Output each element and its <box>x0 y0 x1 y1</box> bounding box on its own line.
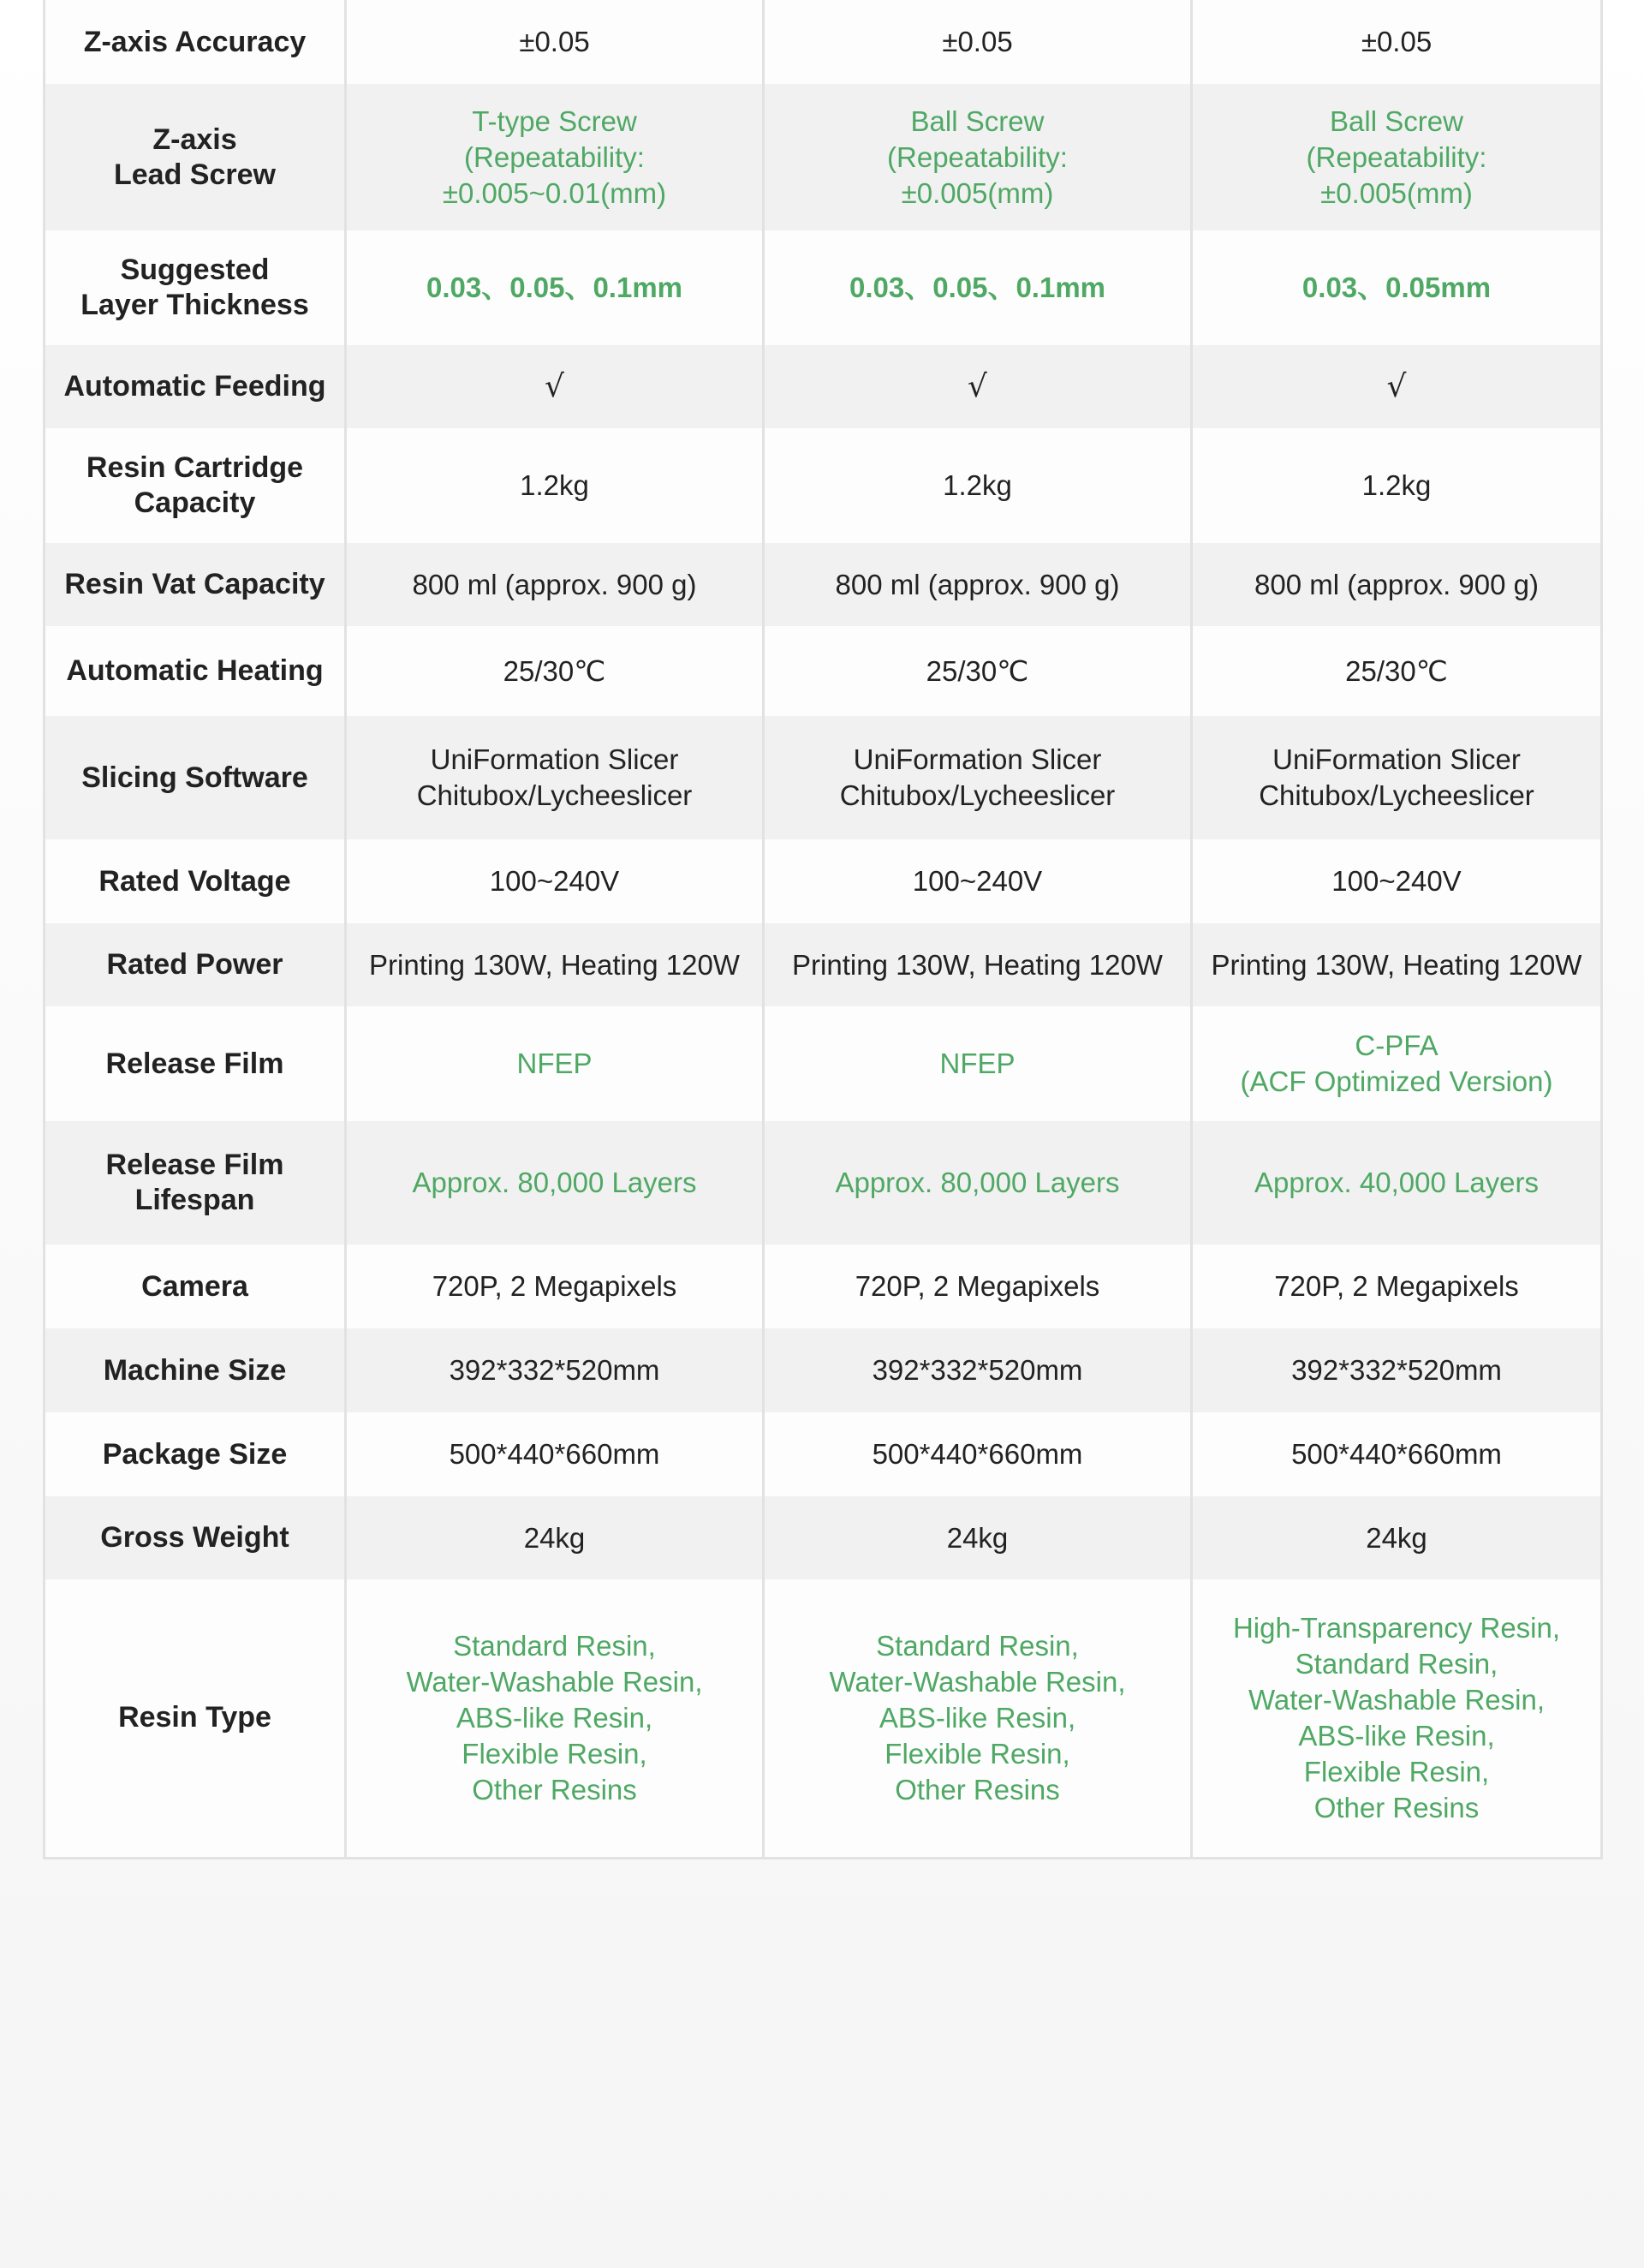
spec-row <box>45 1244 1602 1328</box>
spec-value-cell: 100~240V <box>1192 839 1602 923</box>
spec-value-cell: Ball Screw (Repeatability: ±0.005(mm) <box>1192 84 1602 230</box>
spec-value-cell: 720P, 2 Megapixels <box>346 1244 764 1328</box>
spec-value-cell: UniFormation Slicer Chitubox/Lycheeslicer <box>346 716 764 839</box>
spec-value-cell: 500*440*660mm <box>346 1412 764 1496</box>
spec-row-label: Z-axis Accuracy <box>45 0 346 84</box>
spec-row-label: Camera <box>45 1244 346 1328</box>
spec-value-cell: 100~240V <box>346 839 764 923</box>
spec-row <box>45 839 1602 923</box>
spec-row-label: Resin Cartridge Capacity <box>45 428 346 543</box>
spec-row <box>45 626 1602 716</box>
spec-row <box>45 345 1602 428</box>
spec-value-cell: 800 ml (approx. 900 g) <box>346 543 764 626</box>
spec-value-cell: Printing 130W, Heating 120W <box>764 923 1192 1006</box>
spec-value-cell: Printing 130W, Heating 120W <box>346 923 764 1006</box>
spec-row <box>45 716 1602 839</box>
spec-value-cell: 500*440*660mm <box>764 1412 1192 1496</box>
spec-row-label: Gross Weight <box>45 1496 346 1579</box>
spec-value-cell: Approx. 80,000 Layers <box>764 1121 1192 1244</box>
spec-value-cell: 800 ml (approx. 900 g) <box>1192 543 1602 626</box>
spec-row-label: Rated Voltage <box>45 839 346 923</box>
spec-value-cell: Standard Resin, Water-Washable Resin, ABS-like Resin, Flexible Resin, Other Resins <box>346 1579 764 1858</box>
spec-value-cell: UniFormation Slicer Chitubox/Lycheeslicer <box>764 716 1192 839</box>
spec-value-cell: 392*332*520mm <box>346 1328 764 1412</box>
spec-value-cell: Approx. 80,000 Layers <box>346 1121 764 1244</box>
spec-value-cell: 500*440*660mm <box>1192 1412 1602 1496</box>
spec-row <box>45 543 1602 626</box>
spec-value-cell: UniFormation Slicer Chitubox/Lycheeslicer <box>1192 716 1602 839</box>
spec-value-cell: 1.2kg <box>1192 428 1602 543</box>
spec-value-cell: 25/30℃ <box>346 626 764 716</box>
spec-row <box>45 923 1602 1006</box>
spec-row <box>45 1006 1602 1121</box>
spec-row <box>45 428 1602 543</box>
check-mark-icon: √ <box>346 345 764 428</box>
spec-value-cell: 25/30℃ <box>764 626 1192 716</box>
spec-value-cell: Approx. 40,000 Layers <box>1192 1121 1602 1244</box>
spec-row <box>45 1579 1602 1858</box>
spec-row <box>45 0 1602 84</box>
spec-value-cell: Ball Screw (Repeatability: ±0.005(mm) <box>764 84 1192 230</box>
spec-table-body <box>45 0 1602 1858</box>
spec-value-cell: ±0.05 <box>764 0 1192 84</box>
spec-row-label: Z-axis Lead Screw <box>45 84 346 230</box>
spec-row-label: Release Film Lifespan <box>45 1121 346 1244</box>
spec-row-label: Machine Size <box>45 1328 346 1412</box>
spec-row <box>45 1121 1602 1244</box>
spec-row-label: Resin Vat Capacity <box>45 543 346 626</box>
spec-value-cell: NFEP <box>346 1006 764 1121</box>
spec-row-label: Automatic Heating <box>45 626 346 716</box>
spec-value-cell: NFEP <box>764 1006 1192 1121</box>
spec-value-cell: 25/30℃ <box>1192 626 1602 716</box>
spec-value-cell: Standard Resin, Water-Washable Resin, ABS-like Resin, Flexible Resin, Other Resins <box>764 1579 1192 1858</box>
spec-value-cell: 720P, 2 Megapixels <box>764 1244 1192 1328</box>
spec-value-cell: Printing 130W, Heating 120W <box>1192 923 1602 1006</box>
spec-row-label: Release Film <box>45 1006 346 1121</box>
spec-value-cell: 720P, 2 Megapixels <box>1192 1244 1602 1328</box>
spec-row-label: Slicing Software <box>45 716 346 839</box>
spec-comparison-table <box>43 0 1603 1859</box>
check-mark-icon: √ <box>1192 345 1602 428</box>
spec-row-label: Resin Type <box>45 1579 346 1858</box>
spec-row-label: Automatic Feeding <box>45 345 346 428</box>
spec-row <box>45 1412 1602 1496</box>
spec-row-label: Rated Power <box>45 923 346 1006</box>
spec-row <box>45 1328 1602 1412</box>
spec-value-cell: High-Transparency Resin, Standard Resin, Water-Washable Resin, ABS-like Resin, Flexible Resin, Other Resins <box>1192 1579 1602 1858</box>
check-mark-icon: √ <box>764 345 1192 428</box>
spec-value-cell: 24kg <box>1192 1496 1602 1579</box>
spec-row <box>45 1496 1602 1579</box>
spec-value-cell: 800 ml (approx. 900 g) <box>764 543 1192 626</box>
spec-value-cell: 1.2kg <box>764 428 1192 543</box>
spec-value-cell: 392*332*520mm <box>1192 1328 1602 1412</box>
spec-value-cell: ±0.05 <box>1192 0 1602 84</box>
spec-value-cell: 24kg <box>764 1496 1192 1579</box>
spec-value-cell: 100~240V <box>764 839 1192 923</box>
spec-row-label: Package Size <box>45 1412 346 1496</box>
spec-value-cell: 0.03、0.05、0.1mm <box>346 230 764 345</box>
spec-value-cell: 0.03、0.05mm <box>1192 230 1602 345</box>
spec-row-label: Suggested Layer Thickness <box>45 230 346 345</box>
spec-row <box>45 230 1602 345</box>
spec-value-cell: 1.2kg <box>346 428 764 543</box>
spec-value-cell: 392*332*520mm <box>764 1328 1192 1412</box>
spec-row <box>45 84 1602 230</box>
spec-value-cell: ±0.05 <box>346 0 764 84</box>
spec-value-cell: T-type Screw (Repeatability: ±0.005~0.01(mm) <box>346 84 764 230</box>
spec-value-cell: C-PFA (ACF Optimized Version) <box>1192 1006 1602 1121</box>
spec-value-cell: 24kg <box>346 1496 764 1579</box>
spec-value-cell: 0.03、0.05、0.1mm <box>764 230 1192 345</box>
